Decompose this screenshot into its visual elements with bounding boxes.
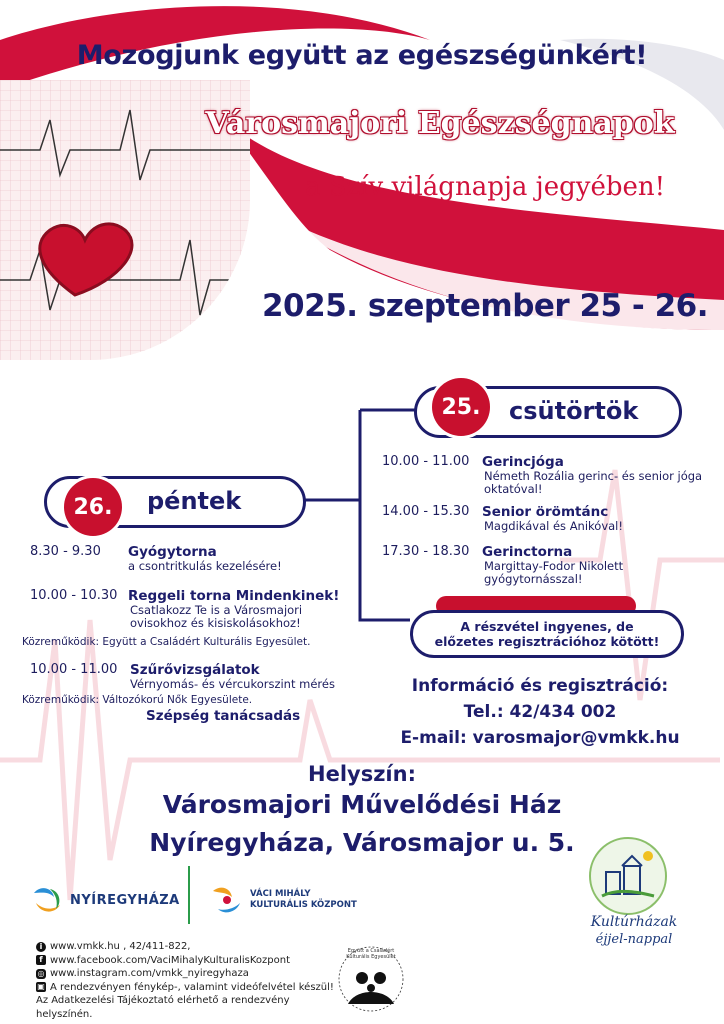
event-title: Szépség tanácsadás <box>146 708 301 724</box>
event-contributor: Közreműködik: Együtt a Családért Kulturális Egyesület. <box>22 636 311 648</box>
registration-notice-text: A részvétel ingyenes, de előzetes regisztrációhoz kötött! <box>434 619 660 649</box>
list-item <box>22 544 372 588</box>
event-time: 10.00 - 11.00 <box>30 662 118 677</box>
event-description: Margittay-Fodor Nikolett gyógytornásszal! <box>484 559 624 586</box>
venue-address: Nyíregyháza, Városmajor u. 5. <box>149 828 575 857</box>
event-description: Csatlakozz Te is a Városmajori ovisokhoz és kisiskolásokhoz! <box>130 603 303 630</box>
footer-facebook[interactable]: www.facebook.com/VaciMihalyKulturalisKozpont <box>50 954 291 966</box>
event-title: Senior örömtánc <box>482 504 609 520</box>
nyiregyhaza-logo-text: NYÍREGYHÁZA <box>70 892 180 908</box>
nyiregyhaza-emblem-icon <box>30 883 64 917</box>
event-time: 8.30 - 9.30 <box>30 544 101 559</box>
camera-icon: ▣ <box>37 982 45 992</box>
association-logo <box>336 944 406 1014</box>
event-title: Gyógytorna <box>128 544 217 560</box>
kulturhazak-logo <box>574 836 694 952</box>
list-item <box>382 504 712 544</box>
footer-contacts <box>36 940 336 1021</box>
vmkk-emblem-icon <box>210 883 244 917</box>
thursday-number-badge: 25. <box>432 378 490 436</box>
facebook-icon: f <box>36 955 46 965</box>
list-item <box>22 662 372 708</box>
event-time: 17.30 - 18.30 <box>382 544 470 559</box>
friday-label: péntek <box>147 487 242 515</box>
footer-instagram[interactable]: www.instagram.com/vmkk_nyiregyhaza <box>50 968 249 979</box>
event-description: a csontritkulás kezelésére! <box>128 559 282 573</box>
list-item <box>382 544 712 584</box>
event-time: 10.00 - 11.00 <box>382 454 470 469</box>
association-logo-text: Együtt a Családért Kulturális Egyesület <box>346 948 396 960</box>
main-title: Mozogjunk együtt az egészségünkért! <box>76 40 648 71</box>
friday-number-badge: 26. <box>64 478 122 536</box>
thursday-events <box>382 454 712 584</box>
event-title: Gerinctorna <box>482 544 573 560</box>
footer-notice1: A rendezvényen fénykép-, valamint videófelvétel készül! <box>50 981 334 993</box>
vmkk-logo <box>210 880 390 920</box>
thursday-label: csütörtök <box>509 397 639 425</box>
kulturhazak-line1: Kultúrházak <box>590 914 678 930</box>
friday-events <box>22 544 372 728</box>
event-description: Magdikával és Anikóval! <box>484 519 623 533</box>
venue-label: Helyszín: <box>308 762 416 786</box>
event-time: 14.00 - 15.30 <box>382 504 470 519</box>
list-item <box>22 708 372 728</box>
info-icon: i <box>36 942 46 952</box>
vmkk-logo-line1: VÁCI MIHÁLY <box>250 889 311 899</box>
event-occasion: a Szív világnapja jegyében! <box>304 172 666 202</box>
list-item <box>22 588 372 662</box>
footer-notice2: Az Adatkezelési Tájékoztató elérhető a rendezvény helyszínén. <box>36 995 290 1020</box>
info-email: E-mail: varosmajor@vmkk.hu <box>400 728 680 748</box>
event-contributor: Közreműködik: Változókorú Nők Egyesülete. <box>22 694 253 706</box>
footer-web-row <box>36 940 336 954</box>
event-subtitle: Városmajori Egészségnapok <box>205 106 675 141</box>
event-title: Szűrővizsgálatok <box>130 662 260 678</box>
footer-web[interactable]: www.vmkk.hu , 42/411-822, <box>50 941 191 952</box>
nyiregyhaza-logo <box>30 880 180 920</box>
instagram-icon: ◎ <box>37 968 45 978</box>
event-title: Reggeli torna Mindenkinek! <box>128 588 340 604</box>
info-heading: Információ és regisztráció: <box>411 676 669 696</box>
footer-facebook-row <box>36 954 336 968</box>
list-item <box>382 454 712 504</box>
footer-instagram-row <box>36 967 336 981</box>
event-date: 2025. szeptember 25 - 26. <box>261 288 708 324</box>
event-description: Vérnyomás- és vércukorszint mérés <box>130 677 335 691</box>
event-title: Gerincjóga <box>482 454 564 470</box>
footer-notice-row <box>36 981 336 995</box>
registration-notice <box>410 610 684 658</box>
kulturhazak-line2: éjjel-nappal <box>595 932 673 947</box>
logo-divider <box>188 866 190 924</box>
event-time: 10.00 - 10.30 <box>30 588 118 603</box>
vmkk-logo-line2: KULTURÁLIS KÖZPONT <box>250 900 357 910</box>
info-phone: Tel.: 42/434 002 <box>463 702 617 722</box>
village-houses-icon <box>588 836 668 916</box>
event-description: Németh Rozália gerinc- és senior jóga oktatóval! <box>484 469 703 496</box>
venue-name: Városmajori Művelődési Ház <box>162 790 562 819</box>
